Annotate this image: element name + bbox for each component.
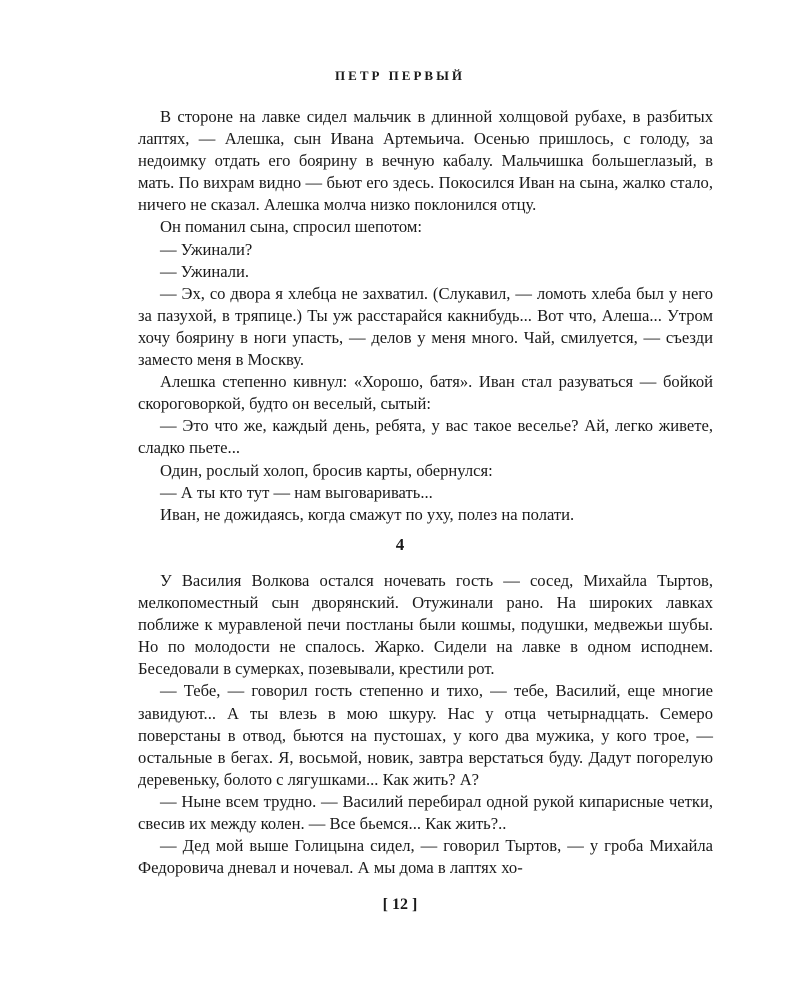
paragraph: — Ужинали.: [160, 261, 250, 281]
paragraph: — А ты кто тут — нам выговаривать...: [160, 482, 433, 502]
paragraph: — Ужинали?: [160, 239, 253, 259]
paragraph: — Это что же, каждый день, ребята, у вас такое веселье? Ай, легко живете, сладко пьете...: [138, 416, 713, 458]
text-section-1: [138, 106, 713, 526]
paragraph: Он поманил сына, спросил шепотом:: [160, 217, 423, 237]
paragraph: — Ныне всем трудно. — Василий перебирал одной рукой кипарисные четки, свесив их между колен. — Все бьемся... Как жить?..: [138, 791, 713, 834]
chapter-number: 4: [395, 535, 405, 554]
text-section-2: [138, 570, 713, 879]
running-title: ПЕТР ПЕРВЫЙ: [335, 68, 465, 83]
paragraph: — Дед мой выше Голицына сидел, — говорил Тыртов, — у гроба Михайла Федоровича дневал и ночевал. А мы дома в лаптях хо-: [138, 836, 713, 878]
paragraph: Иван, не дожидаясь, когда смажут по уху, полез на полати.: [160, 504, 575, 524]
page-number: [ 12 ]: [382, 896, 418, 913]
paragraph: Алешка степенно кивнул: «Хорошо, батя». Иван стал разуваться — бойкой скороговоркой, будто он веселый, сытый:: [138, 372, 713, 414]
paragraph: У Василия Волкова остался ночевать гость — сосед, Михайла Тыртов, мелкопоместный сын дворянский. Отужинали рано. На широких лавках поближе к муравленой печи постланы были кошмы, подушки, медвежьи шубы. Но по молодости не спалось. Жарко. Сидели на лавке в одном исподнем. Беседовали в сумерках, позевывали, крестили рот.: [138, 571, 713, 679]
paragraph: — Тебе, — говорил гость степенно и тихо, — тебе, Василий, еще многие завидуют... А ты влезь в мою шкуру. Нас у отца четырнадцать. Семеро поверстаны в отвод, бьются на пустошах, у кого два мужика, у кого трое, — остальные в бегах. Я, восьмой, новик, завтра верстаться буду. Дадут погорелую деревеньку, болото с лягушками... Как жить? А?: [138, 681, 713, 789]
paragraph: В стороне на лавке сидел мальчик в длинной холщовой рубахе, в разбитых лаптях, — Алешка, сын Ивана Артемьича. Осенью пришлось, с голоду, за недоимку отдать его боярину в вечную кабалу. Мальчишка большеглазый, в мать. По вихрам видно — бьют его здесь. Покосился Иван на сына, жалко стало, ничего не сказал. Алешка молча низко поклонился отцу.: [138, 107, 713, 215]
paragraph: Один, рослый холоп, бросив карты, обернулся:: [160, 460, 493, 480]
paragraph: — Эх, со двора я хлебца не захватил. (Слукавил, — ломоть хлеба был у него за пазухой, в тряпице.) Ты уж расстарайся какнибудь... Вот что, Алеша... Утром хочу боярину в ноги упасть, — делов у меня много. Чай, смилуется, — съезди заместо меня в Москву.: [138, 283, 713, 370]
